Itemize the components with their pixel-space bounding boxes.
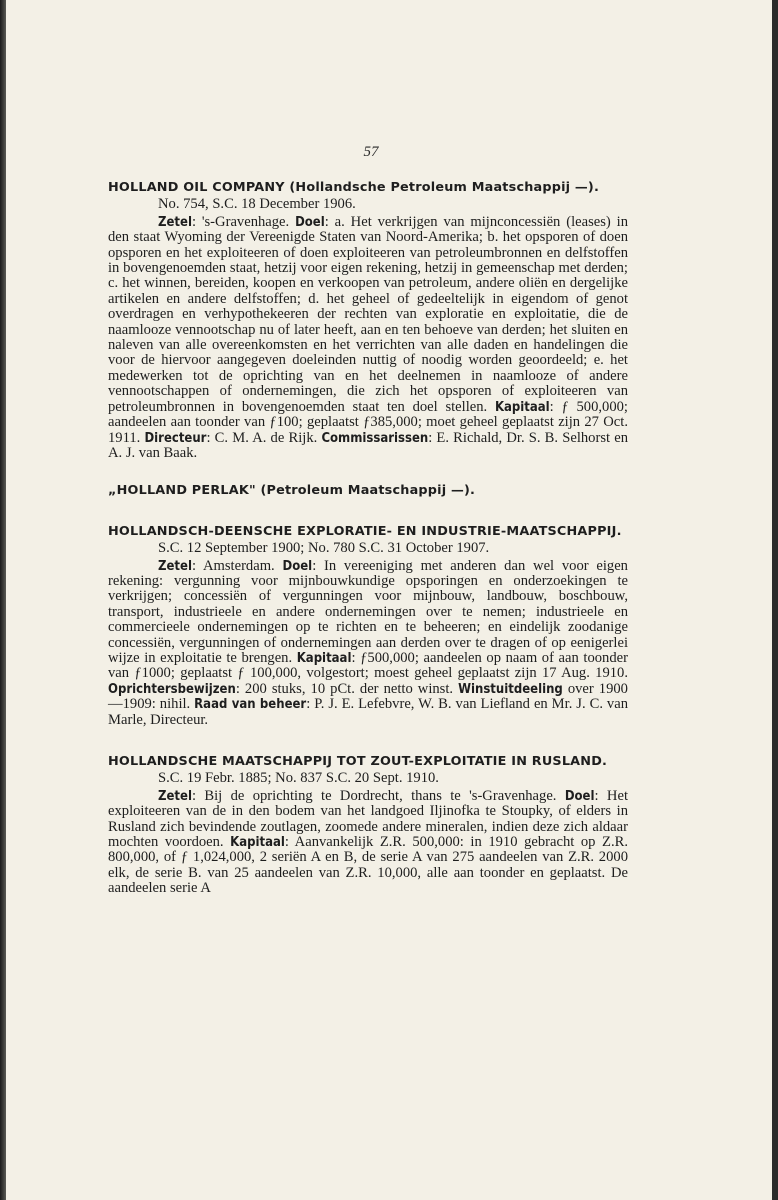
term-kapitaal: Kapitaal <box>494 399 550 415</box>
term-directeur: Directeur <box>144 430 207 446</box>
term-zetel: Zetel <box>158 788 192 804</box>
term-text: : Bij de oprichting te Dordrecht, thans te 's-Gravenhage. <box>191 787 565 804</box>
term-text: : C. M. A. de Rijk. <box>206 429 322 446</box>
entry-body <box>108 789 628 897</box>
entry-hollandsch-deensche <box>108 524 628 728</box>
entry-title: „HOLLAND PERLAK" (Petroleum Maatschappij —). <box>108 483 476 499</box>
term-zetel: Zetel <box>158 214 192 230</box>
term-kapitaal: Kapitaal <box>296 650 352 666</box>
term-raad-van-beheer: Raad van beheer <box>194 697 307 713</box>
term-winstuitdeeling: Winstuitdeeling <box>458 681 563 697</box>
term-text: : E. Richald, Dr. S. B. Selhorst en A. J. van Baak. <box>108 429 629 461</box>
term-text: : Aanvankelijk Z.R. 500,000: in 1910 gebracht op Z.R. 800,000, of ƒ 1,024,000, 2 seriën A en B, de serie A van 275 aandeelen van Z.R. 2000 elk, de serie B. van 25 aandeelen van Z.R. 10,000, alle aan toonder en geplaatst. De aandeelen serie A <box>108 834 628 897</box>
entry-registration: S.C. 12 September 1900; No. 780 S.C. 31 October 1907. <box>158 540 490 557</box>
term-text: : 200 stuks, 10 pCt. der netto winst. <box>235 680 459 697</box>
entry-registration: S.C. 19 Febr. 1885; No. 837 S.C. 20 Sept. 1910. <box>158 770 439 787</box>
document-page <box>6 0 772 1200</box>
entry-holland-perlak <box>108 483 628 498</box>
entry-hollandsche-zout-exploitatie <box>108 754 628 897</box>
page-content <box>108 180 628 897</box>
term-text: : Amsterdam. <box>191 557 283 574</box>
term-doel: Doel <box>564 788 595 804</box>
term-text: : ƒ500,000; aandeelen op naam of aan toonder van ƒ1000; geplaatst ƒ 100,000, volgestort; moest geheel geplaatst zijn 17 Aug. 1910. <box>108 649 628 682</box>
entry-title: HOLLAND OIL COMPANY (Hollandsche Petroleum Maatschappij —). <box>108 180 600 195</box>
term-zetel: Zetel <box>158 558 192 574</box>
term-text: : 's-Gravenhage. <box>191 213 296 230</box>
entry-body <box>108 559 628 728</box>
entry-title: HOLLANDSCH-DEENSCHE EXPLORATIE- EN INDUSTRIE-MAATSCHAPPIJ. <box>108 523 622 539</box>
entry-body <box>108 215 628 462</box>
term-oprichtersbewijzen: Oprichtersbewijzen <box>108 681 236 697</box>
entry-holland-oil-company <box>108 180 628 461</box>
term-commissarissen: Commissarissen <box>321 430 429 446</box>
term-text: : ƒ 500,000; aandeelen aan toonder van ƒ100; geplaatst ƒ385,000; moet geheel geplaatst zijn 27 Oct. 1911. <box>108 398 628 446</box>
term-text: over 1900—1909: nihil. <box>108 680 628 713</box>
term-kapitaal: Kapitaal <box>230 835 285 851</box>
term-text: : Het exploiteeren van de in den bodem van het landgoed Iljinofka te Stoupky, of elders in Rusland zich bevindende zoutlagen, zoomede andere mineralen, indien deze zich aldaar mochten voordoen. <box>108 787 628 851</box>
term-doel: Doel <box>282 558 313 574</box>
term-text: : a. Het verkrijgen van mijnconcessiën (leases) in den staat Wyoming der Vereenigde Staten van Noord-Amerika; b. het opsporen of doen opsporen en het exploiteeren of doen exploiteeren van petroleumbronnen en delfstoffen in bovengenoemden staat, hetzij voor eigen rekening, hetzij in gemeenschap met derden; c. het winnen, bereiden, koopen en verkoopen van petroleum, andere oliën en dergelijke artikelen en andere delfstoffen; d. het geheel of gedeeltelijk in eigendom of genot overdragen en verhypothekeeren der rechten van exploratie en exploitatie, die de naamlooze vennootschap nu of later heeft, aan en ten behoeve van derden; het sluiten en naleven van alle overeenkomsten en het verrichten van alle daden en handelingen die voor de hiervoor aangegeven doeleinden nuttig of noodig worden geoordeeld; e. het medewerken tot de oprichting van en het deelnemen in naamlooze of andere vennootschappen of ondernemingen, die zich het opsporen of exploiteeren van petroleumbronnen in bovengenoemden staat ten doel stellen. <box>108 213 628 415</box>
term-doel: Doel <box>295 214 325 230</box>
entry-registration: No. 754, S.C. 18 December 1906. <box>158 196 356 213</box>
term-text: : In vereeniging met anderen dan wel voor eigen rekening: vergunning voor mijnbouwkundige opsporingen en onderzoekingen te verkrijgen; concessiën of vergunningen voor mijnbouw, landbouw, boschbouw, transport, industrieele en andere ondernemingen over te nemen; industrieele en commercieele ondernemingen op te richten en te beheeren; en eindelijk zoodanige concessiën, vergunningen of ondernemingen aan derden over te dragen of op eenigerlei wijze in exploitatie te brengen. <box>108 557 628 666</box>
term-text: : P. J. E. Lefebvre, W. B. van Liefland en Mr. J. C. van Marle, Directeur. <box>108 696 629 728</box>
entry-title: HOLLANDSCHE MAATSCHAPPIJ TOT ZOUT-EXPLOITATIE IN RUSLAND. <box>108 754 608 769</box>
page-number: 57 <box>363 144 379 160</box>
